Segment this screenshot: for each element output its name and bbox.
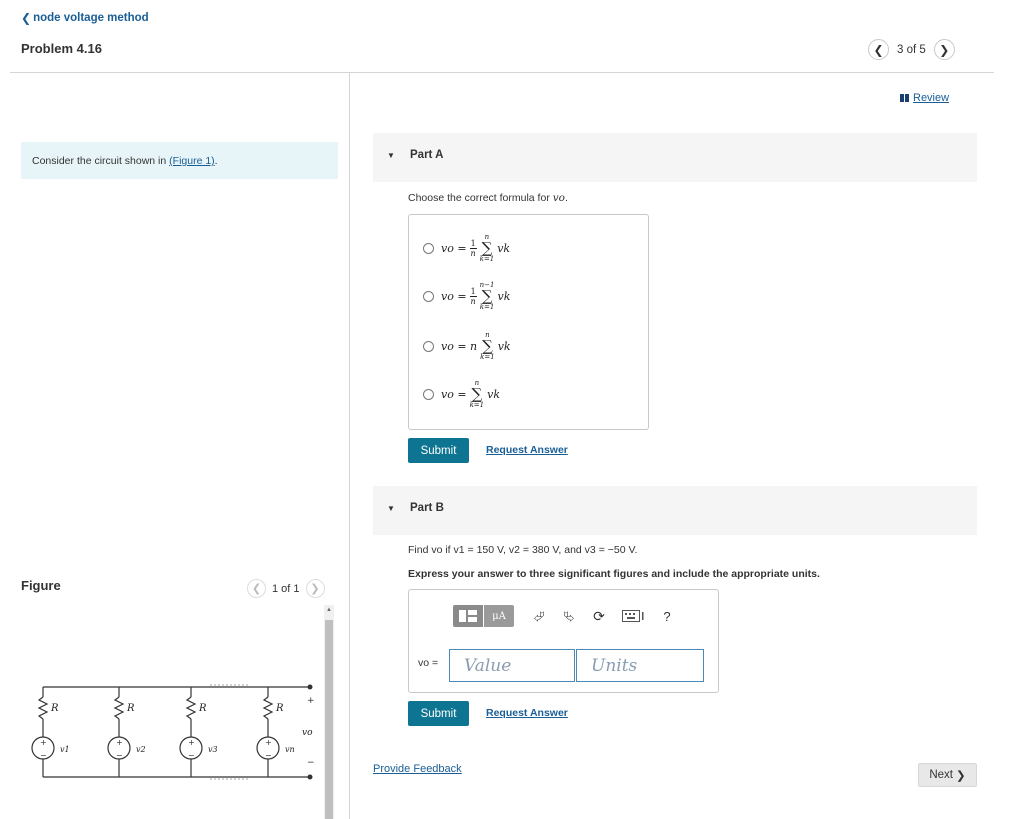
source-label-1: v1 [60,745,70,754]
sum-lower-limit: k=1 [479,255,495,263]
branch-2 [108,687,130,777]
output-label: vo [302,728,313,738]
chevron-right-icon: ❯ [956,770,966,782]
intro-text-end: . [214,155,218,167]
back-link-label: node voltage method [33,12,149,24]
formula-term: vk [487,387,501,401]
part-b-title: Part B [410,502,444,514]
units-input[interactable]: Units [576,649,704,682]
summation [480,233,495,263]
next-button-label: Next [929,769,953,781]
formula-choices [408,214,649,430]
fraction-denominator: n [470,248,476,258]
summation [480,281,495,311]
next-problem-button[interactable]: ❯ [934,39,955,60]
formula-1 [441,233,510,263]
part-a-request-answer-link[interactable]: Request Answer [486,444,568,456]
scroll-up-arrow-icon[interactable]: ▲ [326,607,332,613]
sigma-icon: ∑ [471,385,483,403]
summation [470,379,485,409]
radio-button[interactable] [423,243,434,254]
formula-fraction [470,287,477,306]
circuit-diagram [20,605,325,819]
units-button[interactable]: μA [484,605,514,627]
source-minus-n: − [265,751,272,760]
problem-pager [868,39,955,60]
formula-fraction [470,239,477,258]
choice-option-1[interactable] [423,233,510,263]
part-b-header[interactable] [373,486,977,535]
figure-scrollbar-thumb[interactable] [325,620,333,819]
branch-1 [32,687,54,777]
branch-n [257,687,279,777]
back-link[interactable] [21,11,149,25]
pane-divider [349,73,350,819]
source-minus-1: − [40,751,47,760]
keyboard-icon[interactable] [618,605,648,627]
problem-pager-count: 3 of 5 [897,43,926,56]
sum-upper-limit: n [485,331,490,339]
review-label: Review [913,92,950,104]
answer-toolbar [453,605,678,627]
chevron-left-icon: ❮ [21,11,32,25]
source-plus-3: + [188,738,195,747]
sum-upper-limit: n−1 [479,281,495,289]
part-b-request-answer-link[interactable]: Request Answer [486,707,568,719]
answer-label: vo = [418,657,439,669]
fraction-numerator: 1 [470,238,476,248]
formula-lhs: vo = [441,241,467,255]
undo-icon[interactable]: ⮰ [533,607,545,624]
part-b-instruction: Express your answer to three significant figures and include the appropriate units. [408,568,820,580]
part-a-prompt [408,192,568,204]
figure-link[interactable]: (Figure 1) [169,155,215,167]
part-b-prompt: Find vo if v1 = 150 V, v2 = 380 V, and v3 = −50 V. [408,544,638,556]
sum-lower-limit: k=1 [469,401,485,409]
formula-lhs: vo = [441,289,467,303]
review-icon [900,94,909,102]
answer-panel [408,589,719,693]
radio-button[interactable] [423,291,434,302]
sum-lower-limit: k=1 [479,303,495,311]
intro-text: Consider the circuit shown in [32,155,170,167]
next-button[interactable] [918,763,977,787]
fraction-denominator: n [470,296,476,306]
formula-term: vk [497,289,511,303]
choice-option-3[interactable] [423,331,511,361]
part-a-prompt-text: Choose the correct formula for [408,192,553,204]
formula-3 [441,331,511,361]
formula-term: vk [497,339,511,353]
sum-upper-limit: n [484,233,490,241]
sum-upper-limit: n [474,379,480,387]
continuation-dots [210,685,248,779]
part-a-prompt-var: vo [552,192,565,204]
resistor-label-3: R [199,703,207,714]
next-figure-button[interactable]: ❯ [306,579,325,598]
output-minus: − [307,758,315,768]
source-label-2: v2 [136,745,146,754]
sigma-icon: ∑ [481,287,493,305]
fraction-numerator: 1 [470,286,476,296]
formula-lhs: vo = [441,387,467,401]
summation [480,331,495,361]
branch-3 [180,687,202,777]
figure-pager-count: 1 of 1 [272,582,300,595]
sigma-icon: ∑ [482,337,493,355]
source-label-3: v3 [208,745,218,754]
source-minus-3: − [188,751,195,760]
source-minus-2: − [116,751,123,760]
formula-lhs: vo = n [441,339,478,353]
radio-button[interactable] [423,341,434,352]
resistor-label-1: R [51,703,59,714]
source-label-n: vn [285,745,295,754]
templates-icon [458,609,478,623]
previous-figure-button[interactable]: ❮ [247,579,266,598]
part-a-prompt-end: . [565,192,568,204]
radio-button[interactable] [423,389,434,400]
choice-option-4[interactable] [423,379,500,409]
part-a-header[interactable] [373,133,977,182]
circuit-figure [20,605,325,819]
source-plus-1: + [40,738,47,747]
resistor-label-n: R [276,703,284,714]
formula-4 [441,379,500,409]
sigma-icon: ∑ [481,239,493,257]
templates-button[interactable] [453,605,483,627]
source-plus-n: + [265,738,272,747]
choice-option-2[interactable] [423,281,510,311]
part-b-submit-button[interactable]: Submit [408,701,469,726]
output-terminal-bottom [308,775,313,780]
previous-problem-button[interactable]: ❮ [868,39,889,60]
sum-lower-limit: k=1 [480,353,495,361]
redo-icon[interactable]: ⮱ [563,607,575,624]
value-input[interactable]: Value [449,649,575,682]
problem-intro [21,142,338,179]
part-a-title: Part A [410,149,444,161]
formula-2 [441,281,510,311]
header-divider [10,72,994,73]
formula-term: vk [497,241,511,255]
figure-heading: Figure [21,578,61,593]
source-plus-2: + [116,738,123,747]
collapse-triangle-icon: ▼ [387,504,395,513]
part-a-submit-button[interactable]: Submit [408,438,469,463]
help-icon[interactable]: ? [663,608,671,624]
collapse-triangle-icon: ▼ [387,151,395,160]
review-link[interactable] [900,92,949,104]
figure-pager [247,579,325,598]
reset-icon[interactable]: ⟳ [593,607,605,624]
output-terminal-top [308,685,313,690]
output-plus: + [307,696,315,706]
resistor-label-2: R [127,703,135,714]
keyboard-shape [622,610,644,622]
problem-title: Problem 4.16 [21,41,102,56]
provide-feedback-link[interactable]: Provide Feedback [373,763,462,775]
